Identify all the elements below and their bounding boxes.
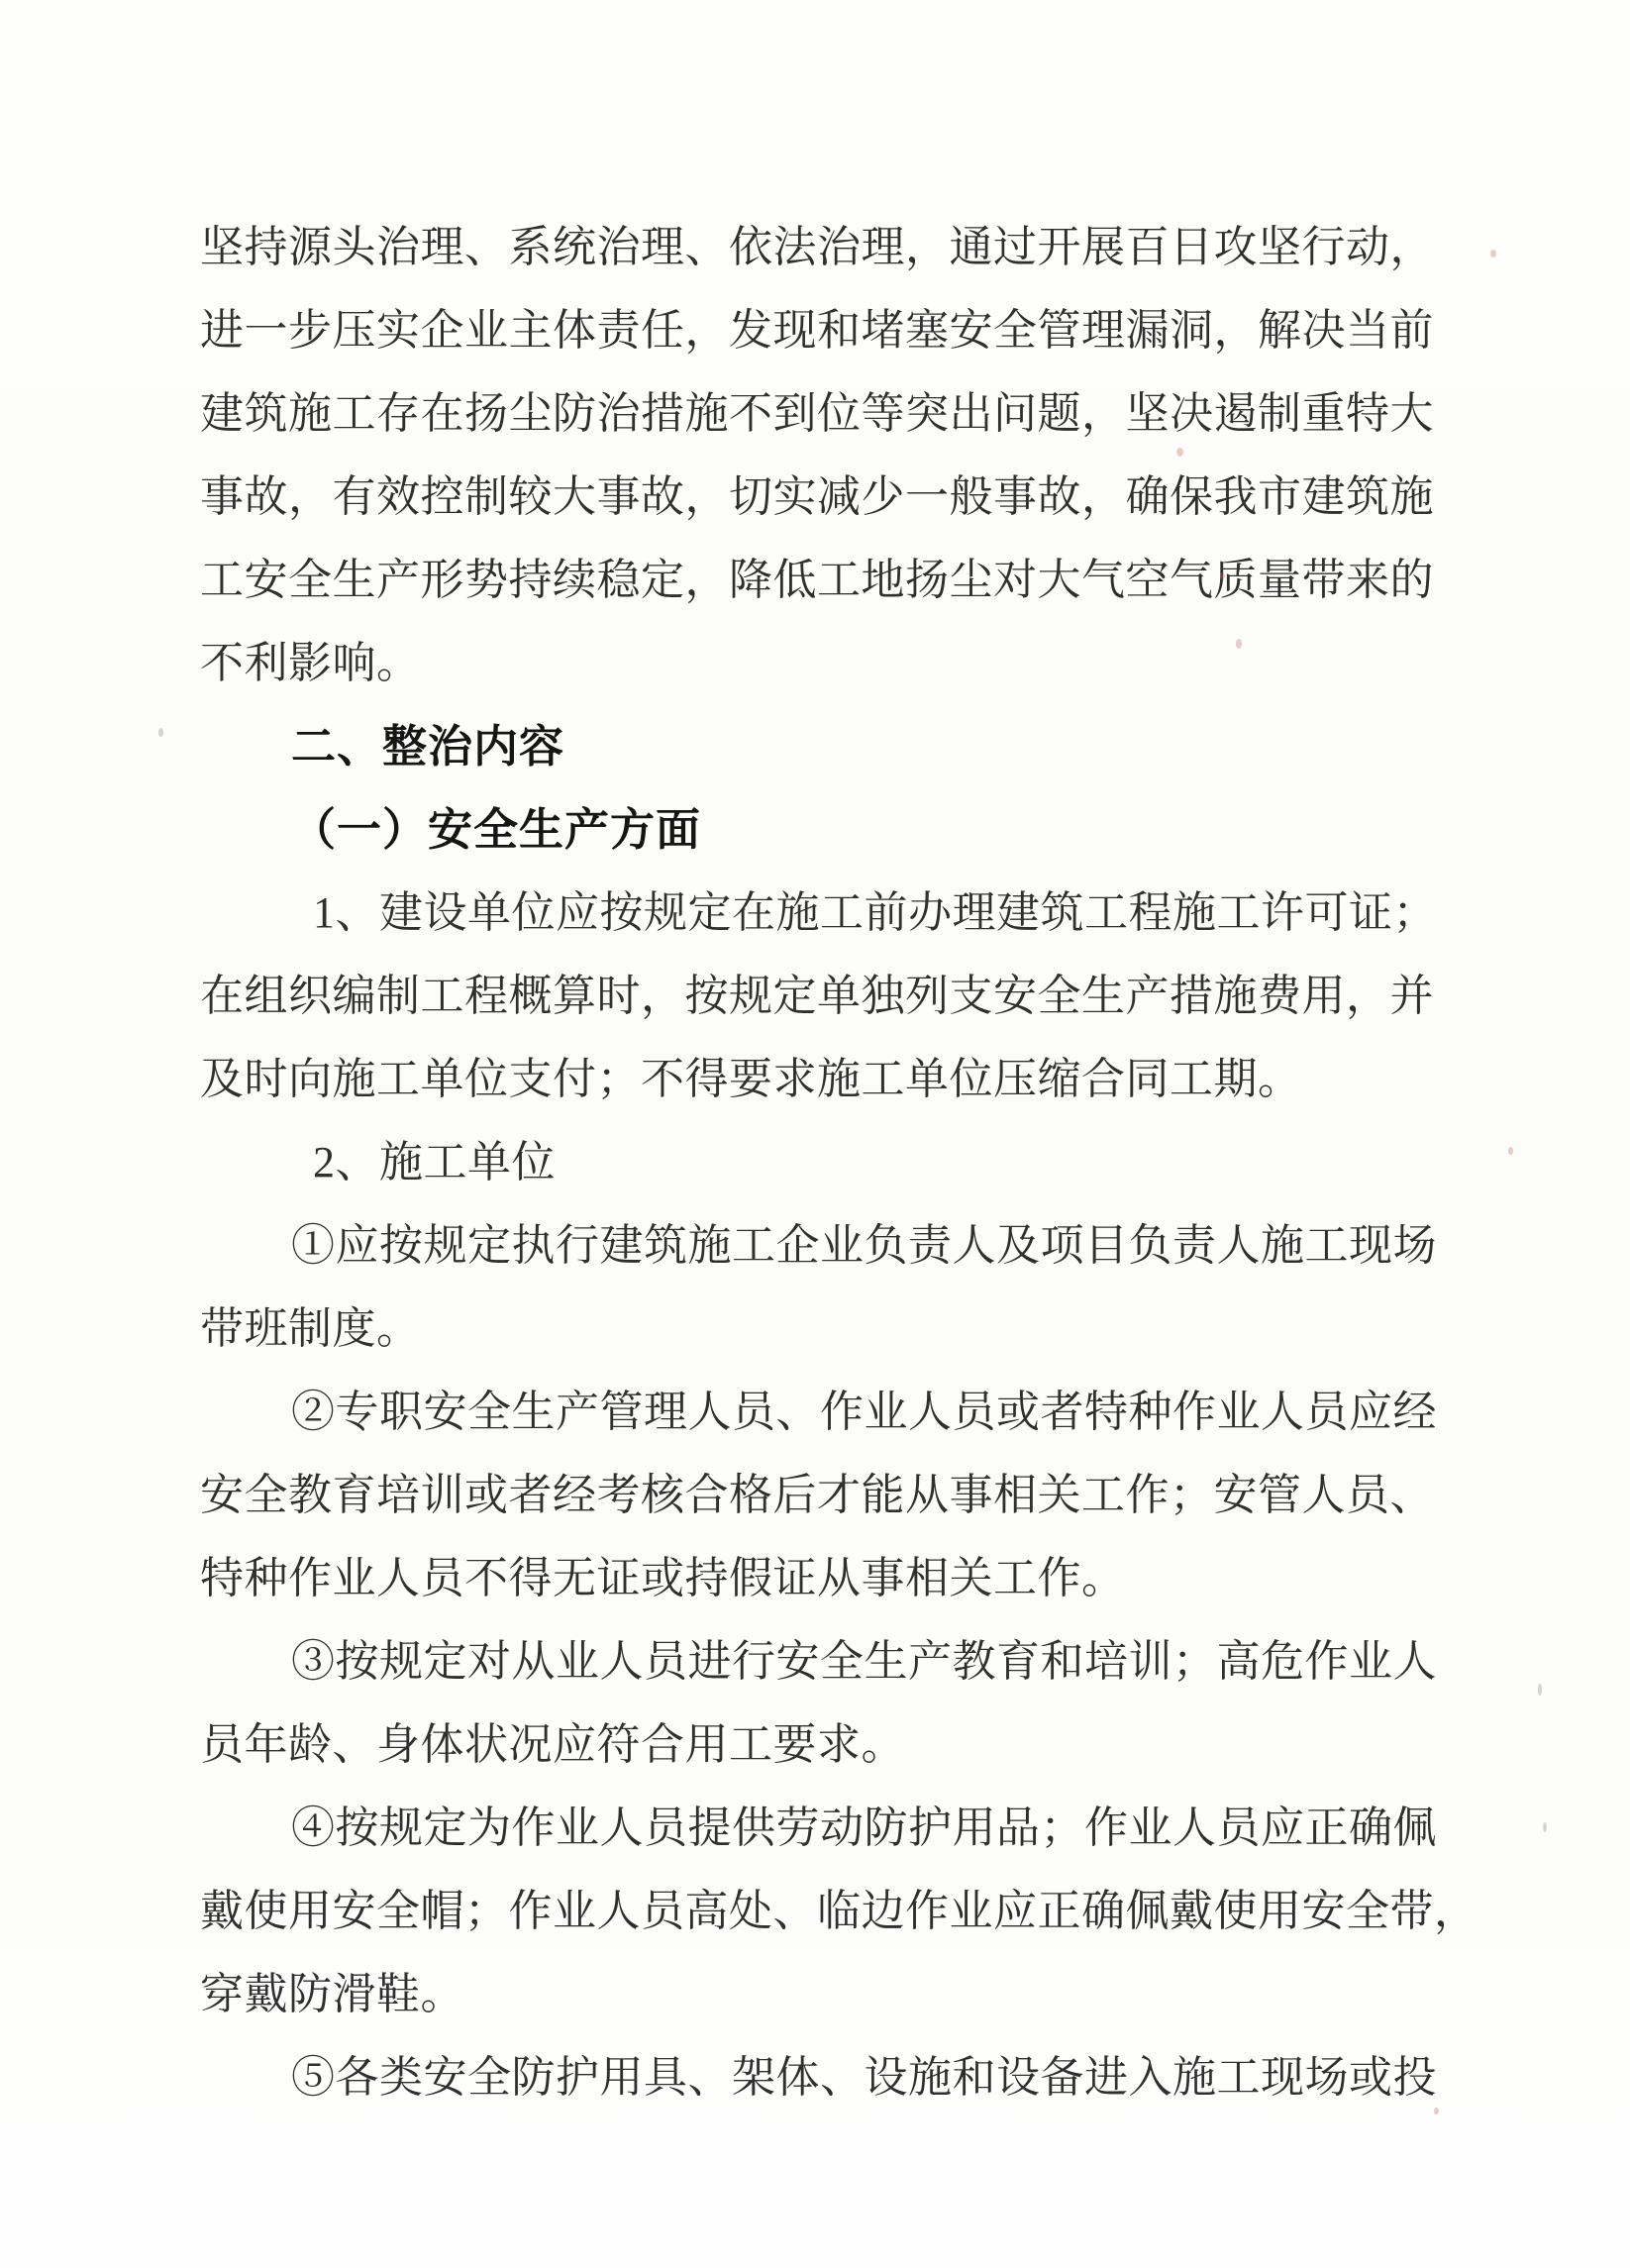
scan-speckle	[1508, 1147, 1513, 1155]
subsection-heading: （一）安全生产方面	[291, 804, 702, 855]
body-line: 员年龄、身体状况应符合用工要求。	[200, 1720, 905, 1769]
body-line: 进一步压实企业主体责任，发现和堵塞安全管理漏洞，解决当前	[200, 306, 1434, 355]
body-line: 不利影响。	[200, 639, 421, 687]
circled-item-2-line: ②专职安全生产管理人员、作业人员或者特种作业人员应经	[291, 1388, 1437, 1436]
circled-item-1-line: ①应按规定执行建筑施工企业负责人及项目负责人施工现场	[291, 1221, 1437, 1270]
body-line: 戴使用安全帽；作业人员高处、临边作业应正确佩戴使用安全带，	[200, 1887, 1478, 1935]
list-item-2-line: 2、施工单位	[313, 1138, 556, 1186]
body-line: 穿戴防滑鞋。	[200, 1970, 464, 2018]
body-line: 及时向施工单位支付；不得要求施工单位压缩合同工期。	[200, 1055, 1302, 1103]
body-line: 坚持源头治理、系统治理、依法治理，通过开展百日攻坚行动，	[200, 223, 1434, 271]
body-line: 事故，有效控制较大事故，切实减少一般事故，确保我市建筑施	[200, 472, 1434, 521]
circled-item-5-line: ⑤各类安全防护用具、架体、设施和设备进入施工现场或投	[291, 2053, 1437, 2102]
body-line: 特种作业人员不得无证或持假证从事相关工作。	[200, 1554, 1126, 1602]
scan-speckle	[158, 728, 163, 737]
body-line: 工安全生产形势持续稳定，降低工地扬尘对大气空气质量带来的	[200, 556, 1434, 604]
body-line: 在组织编制工程概算时，按规定单独列支安全生产措施费用，并	[200, 972, 1434, 1020]
section-heading: 二、整治内容	[291, 721, 565, 772]
body-line: 带班制度。	[200, 1304, 421, 1353]
list-item-1-line: 1、建设单位应按规定在施工前办理建筑工程施工许可证；	[313, 888, 1437, 937]
body-line: 安全教育培训或者经考核合格后才能从事相关工作；安管人员、	[200, 1471, 1434, 1519]
circled-item-4-line: ④按规定为作业人员提供劳动防护用品；作业人员应正确佩	[291, 1804, 1437, 1852]
body-line: 建筑施工存在扬尘防治措施不到位等突出问题，坚决遏制重特大	[200, 389, 1434, 438]
scan-speckle	[1538, 1684, 1542, 1696]
circled-item-3-line: ③按规定对从业人员进行安全生产教育和培训；高危作业人	[291, 1637, 1437, 1686]
scan-speckle	[1543, 1822, 1547, 1832]
document-text-block	[200, 206, 1478, 2119]
scan-speckle	[1490, 250, 1496, 258]
